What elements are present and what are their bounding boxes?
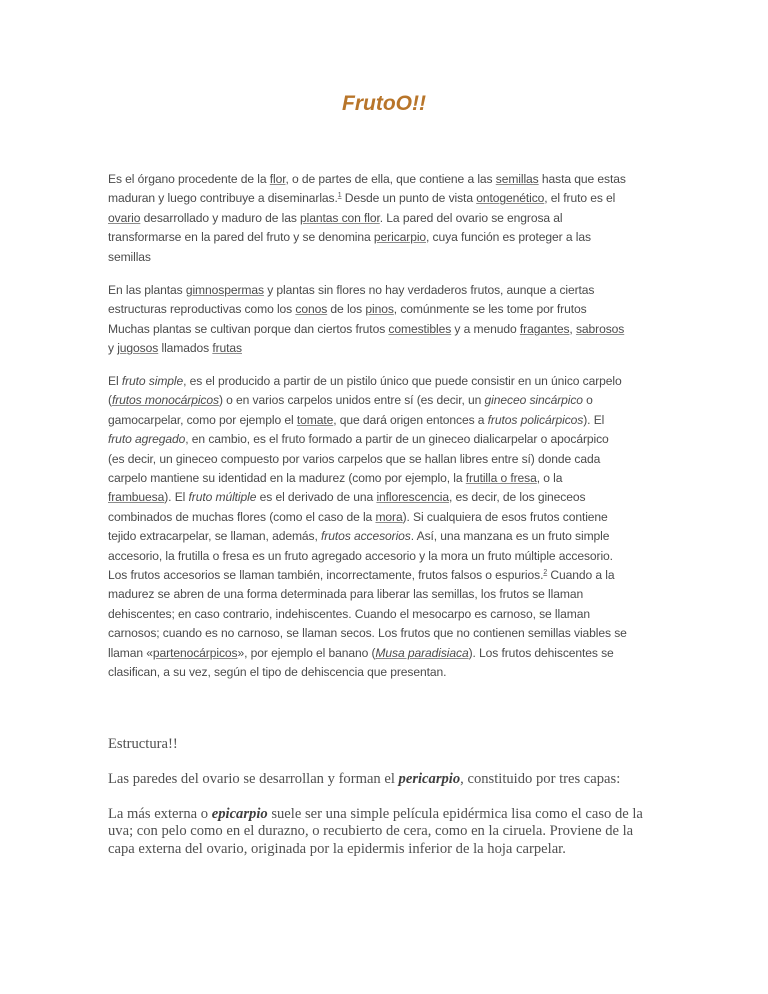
link-sabrosos[interactable]: sabrosos xyxy=(575,321,625,336)
text-line: Los frutos accesorios se llaman también, incorrectamente, frutos falsos o espurios.$^2$ Cuando a la xyxy=(108,568,615,583)
link-frambuesa[interactable]: frambuesa xyxy=(108,490,165,505)
paragraph-gymnosperms xyxy=(108,281,668,359)
term-gineceo-sincarpico: gineceo sincárpico xyxy=(484,393,583,408)
paragraph-epicarp xyxy=(108,806,678,858)
link-comestibles[interactable]: comestibles xyxy=(388,321,452,336)
text-line: ovario desarrollado y maduro de las plantas con flor. La pared del ovario se engrosa al xyxy=(108,210,563,225)
text-line: Muchas plantas se cultivan porque dan ciertos frutos comestibles y a menudo fragantes, sabrosos xyxy=(108,321,625,336)
link-semillas[interactable]: semillas xyxy=(495,172,539,186)
text-line: clasifican, a su vez, según el tipo de dehiscencia que presentan. xyxy=(108,665,447,680)
paragraph-definition xyxy=(108,170,668,267)
text-line: uva; con pelo como en el durazno, o recubierto de cera, como en la ciruela. Proviene de la xyxy=(108,823,634,840)
footnote-ref-2[interactable]: 2 xyxy=(543,569,548,577)
link-tomate[interactable]: tomate xyxy=(296,412,334,427)
section-heading-estructura: Estructura!! xyxy=(108,736,178,752)
term-epicarpio: epicarpio xyxy=(211,806,268,822)
link-flor[interactable]: flor xyxy=(269,172,286,186)
text-line: fruto agregado, en cambio, es el fruto formado a partir de un gineceo dialicarpelar o apocárpico xyxy=(108,432,609,447)
link-conos[interactable]: conos xyxy=(295,302,328,317)
text-line: semillas xyxy=(108,249,151,264)
text-line: llaman «partenocárpicos», por ejemplo el banano (Musa paradisiaca). Los frutos dehiscentes se xyxy=(108,645,614,660)
text-line: frambuesa). El fruto múltiple es el derivado de una inflorescencia, es decir, de los gineceos xyxy=(108,490,586,505)
footnote-ref-1[interactable]: 1 xyxy=(337,192,342,200)
text-line: accesorio, la frutilla o fresa es un fruto agregado accesorio y la mora un fruto múltiple accesorio. xyxy=(108,548,613,563)
text-line: El fruto simple, es el producido a partir de un pistilo único que puede consistir en un único carpelo xyxy=(108,374,622,388)
link-plantas-con-flor[interactable]: plantas con flor xyxy=(300,210,380,225)
text-line: capa externa del ovario, originada por la epidermis inferior de la hoja carpelar. xyxy=(108,840,566,857)
term-frutos-accesorios: frutos accesorios xyxy=(321,529,411,544)
text-line: madurez se abren de una forma determinada para liberar las semillas, los frutos se llaman xyxy=(108,587,584,602)
link-mora[interactable]: mora xyxy=(375,509,403,524)
text-line: La más externa o epicarpio suele ser una simple película epidérmica lisa como el caso de la xyxy=(108,806,643,822)
link-fragantes[interactable]: fragantes xyxy=(519,321,570,336)
text-line: Las paredes del ovario se desarrollan y forman el pericarpio, constituido por tres capas: xyxy=(108,771,621,787)
text-line: (es decir, un gineceo compuesto por varios carpelos que se hallan libres entre sí) donde cada xyxy=(108,451,601,466)
term-frutos-policarpicos: frutos policárpicos xyxy=(487,412,584,427)
paragraph-pericarp xyxy=(108,771,678,788)
text-line: combinados de muchas flores (como el caso de la mora). Si cualquiera de esos frutos contiene xyxy=(108,509,608,524)
text-line: carnosos; cuando es no carnoso, se llaman secos. Los frutos que no contienen semillas viables se xyxy=(108,626,627,641)
link-ontogenetico[interactable]: ontogenético xyxy=(476,191,545,206)
term-pericarpio: pericarpio xyxy=(398,771,461,787)
text-line: maduran y luego contribuye a diseminarlas.$^1$ Desde un punto de vista ontogenético, el fruto es el xyxy=(108,191,616,206)
term-fruto-agregado: fruto agregado xyxy=(108,432,186,447)
term-fruto-multiple: fruto múltiple xyxy=(188,490,257,505)
text-line: transformarse en la pared del fruto y se denomina pericarpio, cuya función es proteger a las xyxy=(108,230,591,245)
term-fruto-simple: fruto simple xyxy=(121,374,184,388)
text-line: estructuras reproductivas como los conos de los pinos, comúnmente se les tome por frutos xyxy=(108,302,587,317)
paragraph-fruit-types xyxy=(108,372,668,683)
text-line: gamocarpelar, como por ejemplo el tomate, que dará origen entonces a frutos policárpicos). El xyxy=(108,412,605,427)
link-pericarpio[interactable]: pericarpio xyxy=(373,230,427,245)
link-frutilla-o-fresa[interactable]: frutilla o fresa xyxy=(465,471,537,486)
link-pinos[interactable]: pinos xyxy=(365,302,394,317)
link-gimnospermas[interactable]: gimnospermas xyxy=(185,283,264,297)
text-line: tejido extracarpelar, se llaman, además, frutos accesorios. Así, una manzana es un fruto simple xyxy=(108,529,610,544)
text-line: (frutos monocárpicos) o en varios carpelos unidos entre sí (es decir, un gineceo sincárpico o xyxy=(108,393,593,408)
text-line: carpelo mantiene su identidad en la madurez (como por ejemplo, la frutilla o fresa, o la xyxy=(108,471,563,486)
document-title: FrutoO!! xyxy=(342,92,426,115)
link-musa-paradisiaca[interactable]: Musa paradisiaca xyxy=(375,645,469,660)
link-jugosos[interactable]: jugosos xyxy=(117,341,159,356)
link-partenocarpicos[interactable]: partenocárpicos xyxy=(152,645,238,660)
text-line: En las plantas gimnospermas y plantas sin flores no hay verdaderos frutos, aunque a ciertas xyxy=(108,283,595,297)
link-ovario[interactable]: ovario xyxy=(108,210,141,225)
text-line: dehiscentes; en caso contrario, indehiscentes. Cuando el mesocarpo es carnoso, se llaman xyxy=(108,606,590,621)
link-frutas[interactable]: frutas xyxy=(212,341,242,356)
link-inflorescencia[interactable]: inflorescencia xyxy=(376,490,449,505)
text-line: y jugosos llamados frutas xyxy=(108,341,242,356)
text-line: Es el órgano procedente de la flor, o de partes de ella, que contiene a las semillas hasta que estas xyxy=(108,172,626,186)
link-frutos-monocarpicos[interactable]: frutos monocárpicos xyxy=(111,393,219,408)
